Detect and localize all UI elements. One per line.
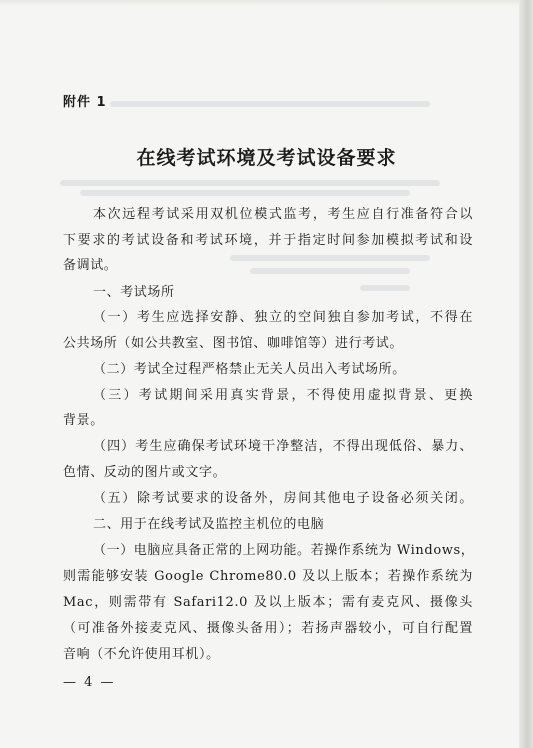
- paragraph-line: （一）电脑应具备正常的上网功能。若操作系统为 Windows，: [93, 543, 475, 558]
- paragraph-line: （一）考生应选择安静、独立的空间独自参加考试，不得在: [93, 310, 473, 325]
- paragraph-line: （可准备外接麦克风、摄像头备用）；若扬声器较小，可自行配置: [63, 621, 473, 636]
- page-right-edge: [519, 0, 533, 748]
- page-title: 在线考试环境及考试设备要求: [136, 147, 397, 169]
- bleed-through-mark: [80, 190, 410, 196]
- page-top-edge: [0, 0, 533, 6]
- paragraph-line: 音响（不允许使用耳机）。: [63, 647, 220, 662]
- paragraph-line: 公共场所（如公共教室、图书馆、咖啡馆等）进行考试。: [63, 336, 404, 351]
- paragraph-line: （三）考试期间采用真实背景，不得使用虚拟背景、更换: [93, 388, 473, 403]
- paragraph-line: （五）除考试要求的设备外，房间其他电子设备必须关闭。: [93, 491, 473, 506]
- paragraph-line: 备调试。: [63, 258, 118, 273]
- paragraph-line: 下要求的考试设备和考试环境，并于指定时间参加模拟考试和设: [63, 233, 473, 248]
- attachment-label: 附件 1: [63, 95, 107, 110]
- paragraph-line: 本次远程考试采用双机位模式监考，考生应自行准备符合以: [93, 207, 473, 222]
- paragraph-line: 背景。: [63, 413, 104, 428]
- paragraph-line: 则需能够安装 Google Chrome80.0 及以上版本；若操作系统为: [63, 569, 473, 584]
- section-heading: 一、考试场所: [93, 285, 175, 300]
- paragraph-line: 色情、反动的图片或文字。: [63, 465, 227, 480]
- paragraph-line: （四）考生应确保考试环境干净整洁，不得出现低俗、暴力、: [93, 439, 473, 454]
- section-heading: 二、用于在线考试及监控主机位的电脑: [93, 517, 325, 532]
- paragraph-line: （二）考试全过程严格禁止无关人员出入考试场所。: [93, 362, 406, 377]
- bleed-through-mark: [110, 101, 430, 107]
- bleed-through-mark: [60, 180, 440, 186]
- paragraph-line: Mac，则需带有 Safari12.0 及以上版本；需有麦克风、摄像头: [63, 595, 473, 610]
- page-number: — 4 —: [63, 675, 116, 690]
